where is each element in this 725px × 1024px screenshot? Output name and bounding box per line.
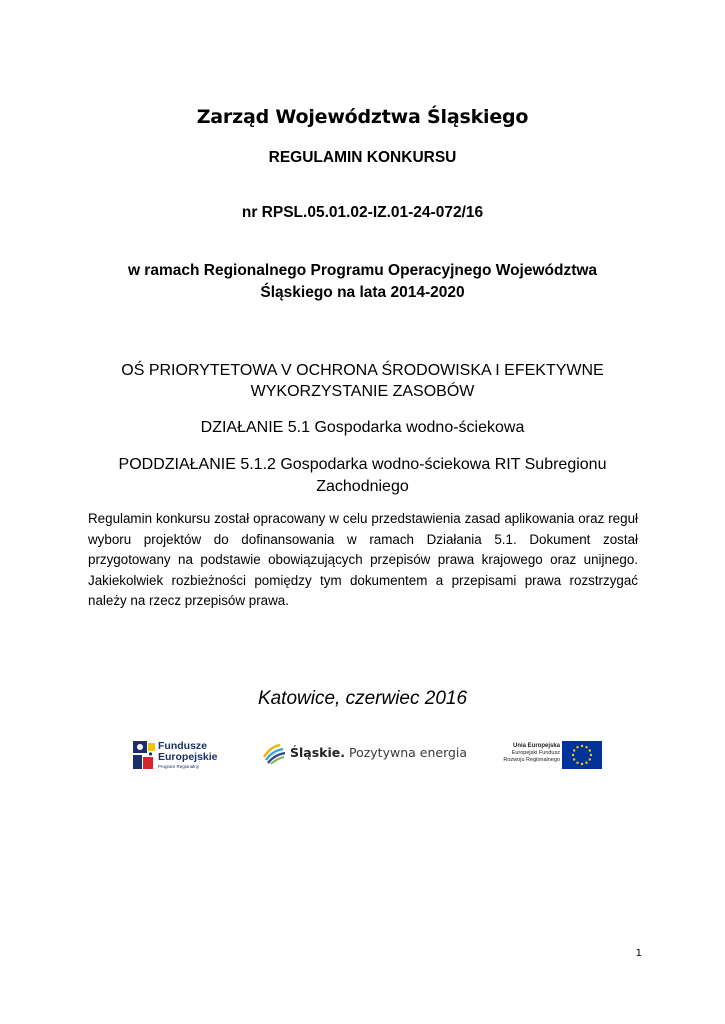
eu-line2: Europejski Fundusz xyxy=(511,750,560,756)
fundusze-europejskie-icon xyxy=(133,739,155,771)
region-name: Śląskie. xyxy=(290,745,345,760)
submeasure: PODDZIAŁANIE 5.1.2 Gospodarka wodno-ściekowa RIT Subregionu Zachodniego xyxy=(118,456,607,495)
intro-paragraph: Regulamin konkursu został opracowany w celu przedstawienia zasad aplikowania oraz reguł wyboru projektów do dofinansowania w ramach Działania 5.1. Dokument został przygotowany na podstawie obowiązujących przepisów prawa krajowego oraz unijnego. Jakiekolwiek rozbieżności pomiędzy tym dokumentem a przepisami prawa rozstrzygać należy na rzecz przepisów prawa. xyxy=(88,511,638,608)
funds-line2: Europejskie xyxy=(158,751,218,763)
organization-name: Zarząd Województwa Śląskiego xyxy=(196,106,529,128)
programme-name: w ramach Regionalnego Programu Operacyjnego Województwa Śląskiego na lata 2014-2020 xyxy=(127,262,598,301)
measure: DZIAŁANIE 5.1 Gospodarka wodno-ściekowa xyxy=(200,419,525,436)
eu-flag-icon xyxy=(562,741,602,769)
funds-line1: Fundusze xyxy=(158,740,207,752)
region-slogan: Pozytywna energia xyxy=(348,745,468,760)
slaskie-icon xyxy=(262,743,286,765)
priority-axis: OŚ PRIORYTETOWA V OCHRONA ŚRODOWISKA I EFEKTYWNE WYKORZYSTANIE ZASOBÓW xyxy=(121,362,604,400)
funds-subtitle: Program Regionalny xyxy=(158,764,200,769)
competition-number: nr RPSL.05.01.02-IZ.01-24-072/16 xyxy=(241,204,484,221)
eu-logo xyxy=(496,741,606,771)
place-and-date: Katowice, czerwiec 2016 xyxy=(257,688,468,709)
fundusze-europejskie-logo xyxy=(133,736,233,776)
eu-line1: Unia Europejska xyxy=(512,743,560,749)
document-title: REGULAMIN KONKURSU xyxy=(268,149,457,166)
page-number: 1 xyxy=(635,948,642,959)
slaskie-logo xyxy=(262,742,468,766)
eu-line3: Rozwoju Regionalnego xyxy=(503,757,560,763)
